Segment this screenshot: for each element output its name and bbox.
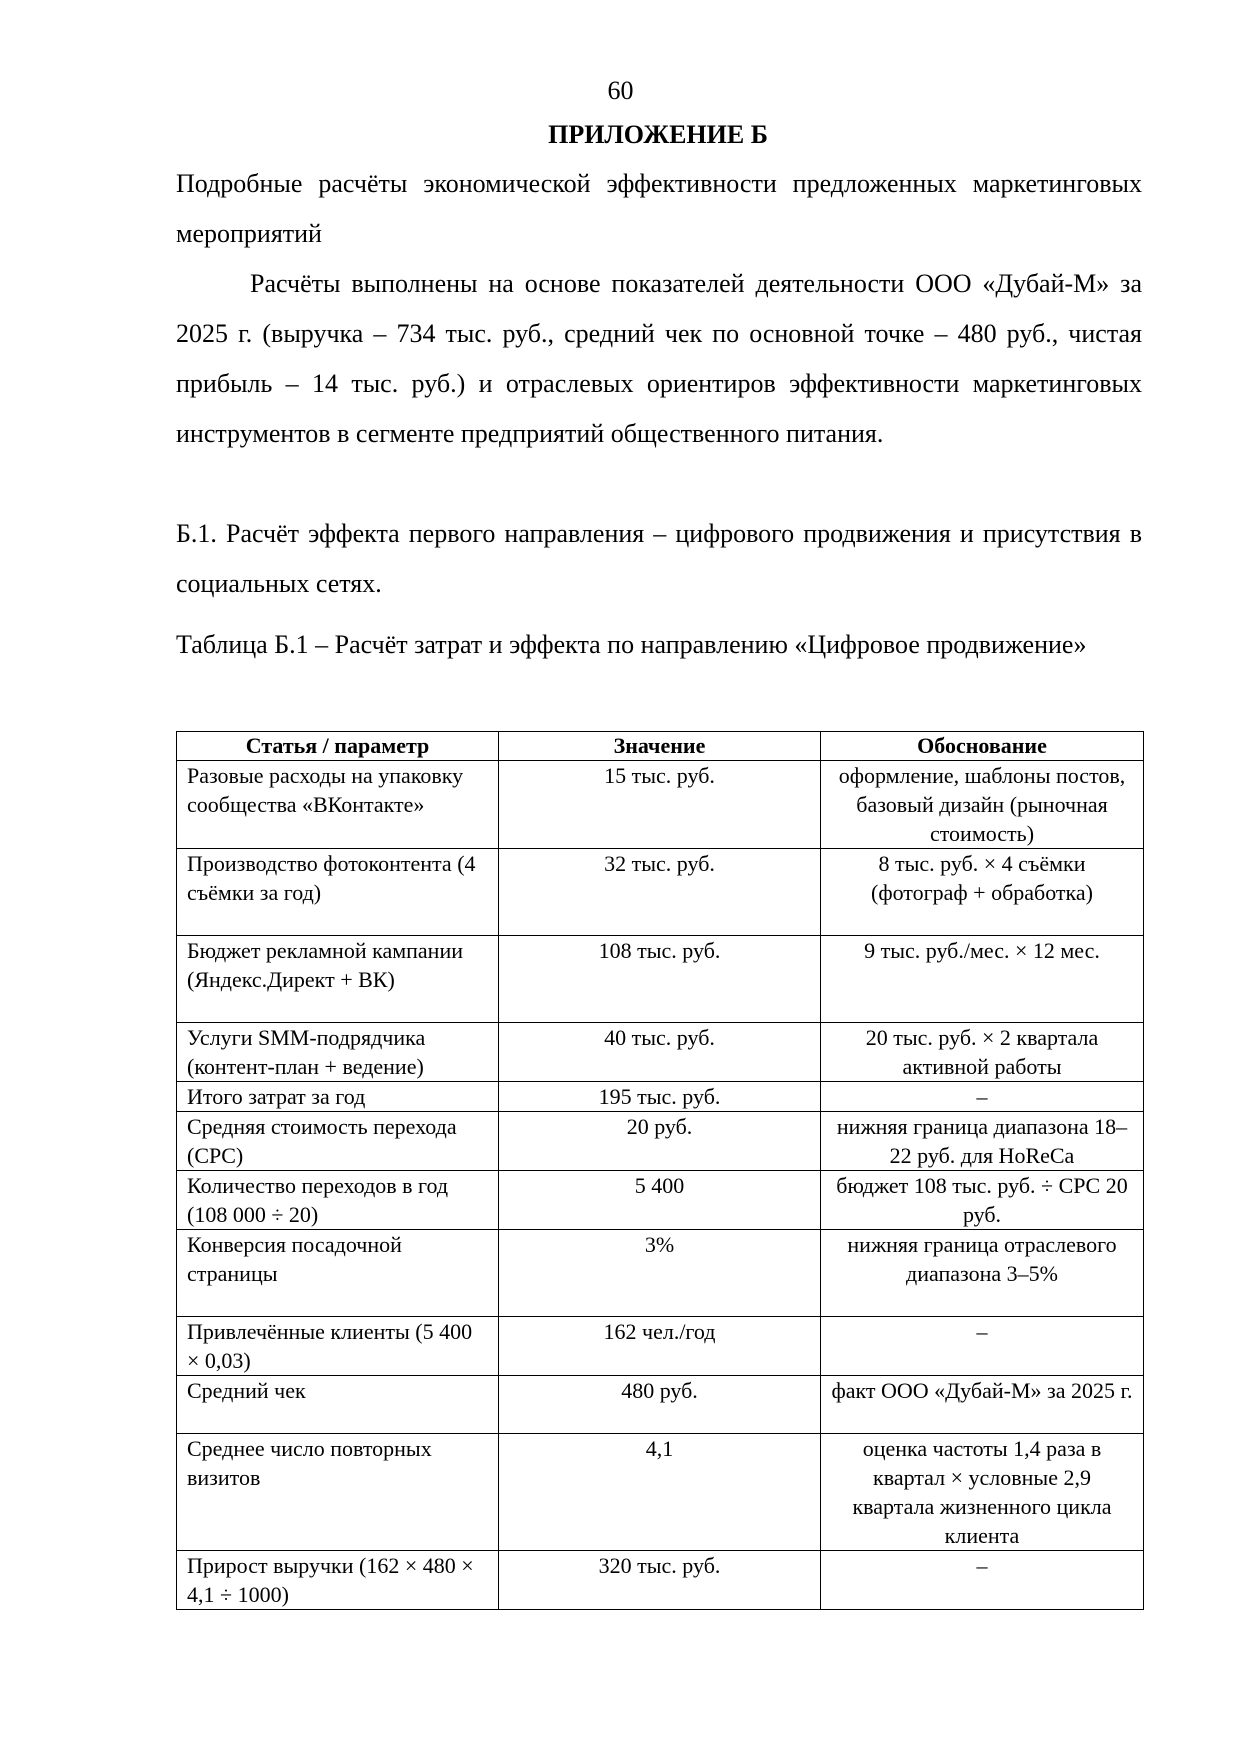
table-row xyxy=(177,1023,1144,1082)
cell-parameter: Конверсия посадочной страницы xyxy=(177,1230,499,1317)
table-row xyxy=(177,761,1144,849)
cell-value: 480 руб. xyxy=(499,1376,821,1434)
cell-parameter: Среднее число повторных визитов xyxy=(177,1434,499,1551)
section-heading: Б.1. Расчёт эффекта первого направления – цифрового продвижения и присутствия в социальных сетях. xyxy=(176,519,1142,598)
cell-basis: факт ООО «Дубай-М» за 2025 г. xyxy=(821,1376,1144,1434)
cell-value: 162 чел./год xyxy=(499,1317,821,1376)
table-row xyxy=(177,1434,1144,1551)
table-row xyxy=(177,1551,1144,1610)
cell-value: 5 400 xyxy=(499,1171,821,1230)
table-header-row xyxy=(177,732,1144,761)
cell-basis: бюджет 108 тыс. руб. ÷ CPC 20 руб. xyxy=(821,1171,1144,1230)
table-row xyxy=(177,1112,1144,1171)
cell-basis: нижняя граница диапазона 18–22 руб. для HoReCa xyxy=(821,1112,1144,1171)
cell-value: 32 тыс. руб. xyxy=(499,849,821,936)
cell-value: 320 тыс. руб. xyxy=(499,1551,821,1610)
cell-value: 3% xyxy=(499,1230,821,1317)
cell-parameter: Разовые расходы на упаковку сообщества «ВКонтакте» xyxy=(177,761,499,849)
cell-parameter: Прирост выручки (162 × 480 × 4,1 ÷ 1000) xyxy=(177,1551,499,1610)
cell-basis: – xyxy=(821,1551,1144,1610)
appendix-subtitle: Подробные расчёты экономической эффективности предложенных маркетинговых мероприятий xyxy=(176,169,1142,248)
column-header-value: Значение xyxy=(499,732,821,761)
column-header-parameter: Статья / параметр xyxy=(177,732,499,761)
cell-value: 15 тыс. руб. xyxy=(499,761,821,849)
cell-parameter: Средняя стоимость перехода (CPC) xyxy=(177,1112,499,1171)
cell-parameter: Средний чек xyxy=(177,1376,499,1434)
calculation-table xyxy=(176,731,1144,1610)
intro-paragraph: Расчёты выполнены на основе показателей деятельности ООО «Дубай-М» за 2025 г. (выручка – 734 тыс. руб., средний чек по основной точке – 480 руб., чистая прибыль – 14 тыс. руб.) и отраслевых ориентиров эффективности маркетинговых инструментов в сегменте предприятий общественного питания. xyxy=(176,269,1142,448)
cell-parameter: Производство фотоконтента (4 съёмки за год) xyxy=(177,849,499,936)
cell-basis: нижняя граница отраслевого диапазона 3–5% xyxy=(821,1230,1144,1317)
table-row xyxy=(177,1171,1144,1230)
table-row xyxy=(177,1082,1144,1112)
page-number: 60 xyxy=(607,76,634,105)
table-row xyxy=(177,936,1144,1023)
cell-basis: оценка частоты 1,4 раза в квартал × условные 2,9 квартала жизненного цикла клиента xyxy=(821,1434,1144,1551)
cell-basis: оформление, шаблоны постов, базовый дизайн (рыночная стоимость) xyxy=(821,761,1144,849)
cell-value: 4,1 xyxy=(499,1434,821,1551)
cell-parameter: Услуги SMM-подрядчика (контент-план + ведение) xyxy=(177,1023,499,1082)
cell-basis: 9 тыс. руб./мес. × 12 мес. xyxy=(821,936,1144,1023)
column-header-basis: Обоснование xyxy=(821,732,1144,761)
table-row xyxy=(177,849,1144,936)
cell-basis: – xyxy=(821,1317,1144,1376)
cell-value: 195 тыс. руб. xyxy=(499,1082,821,1112)
cell-parameter: Количество переходов в год (108 000 ÷ 20) xyxy=(177,1171,499,1230)
cell-parameter: Бюджет рекламной кампании (Яндекс.Директ + ВК) xyxy=(177,936,499,1023)
table-row xyxy=(177,1317,1144,1376)
table-row xyxy=(177,1230,1144,1317)
table-row xyxy=(177,1376,1144,1434)
cell-basis: 20 тыс. руб. × 2 квартала активной работы xyxy=(821,1023,1144,1082)
cell-parameter: Итого затрат за год xyxy=(177,1082,499,1112)
appendix-title: ПРИЛОЖЕНИЕ Б xyxy=(548,120,768,149)
cell-value: 40 тыс. руб. xyxy=(499,1023,821,1082)
cell-basis: – xyxy=(821,1082,1144,1112)
cell-basis: 8 тыс. руб. × 4 съёмки (фотограф + обработка) xyxy=(821,849,1144,936)
cell-value: 20 руб. xyxy=(499,1112,821,1171)
cell-value: 108 тыс. руб. xyxy=(499,936,821,1023)
table-caption: Таблица Б.1 – Расчёт затрат и эффекта по направлению «Цифровое продвижение» xyxy=(176,630,1087,659)
cell-parameter: Привлечённые клиенты (5 400 × 0,03) xyxy=(177,1317,499,1376)
